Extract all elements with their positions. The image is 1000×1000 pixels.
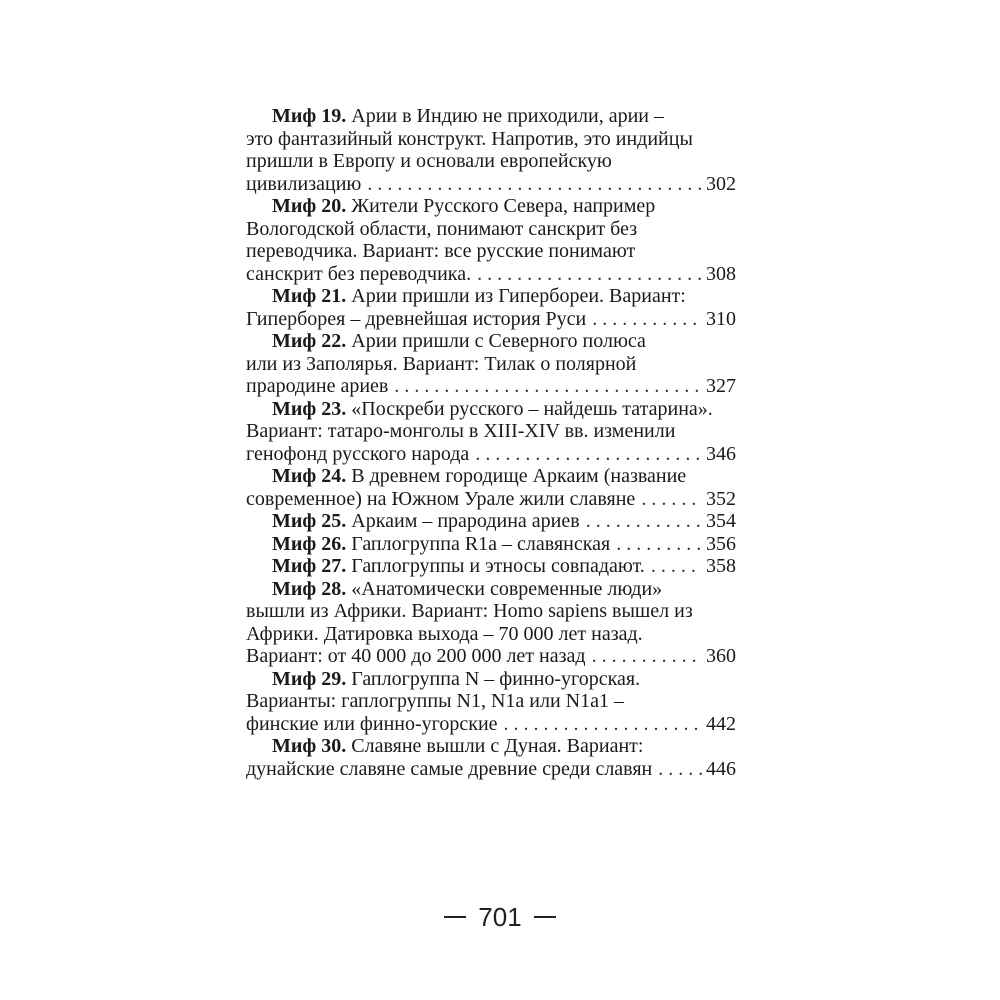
toc-entry-line: [246, 735, 736, 758]
toc-page-number: 327: [706, 375, 736, 397]
toc-page-number: 358: [706, 555, 736, 577]
toc-leader-dots: [658, 758, 702, 781]
toc-entry-label: Миф 21.: [272, 285, 347, 307]
toc-entry-text: вышли из Африки. Вариант: Homo sapiens вышел из: [246, 600, 693, 622]
toc-entry: [246, 398, 736, 466]
toc-leader-dots: [475, 443, 702, 466]
toc-leader-dots: [592, 645, 702, 668]
toc-entry: [246, 735, 736, 780]
toc-entry-line: [246, 533, 736, 556]
toc-entry-text: или из Заполярья. Вариант: Тилак о полярной: [246, 352, 637, 375]
toc-entry-label: Миф 25.: [272, 510, 347, 532]
toc-entry-text: это фантазийный конструкт. Напротив, это индийцы: [246, 127, 693, 150]
toc-entry-line: [246, 488, 736, 511]
toc-entry: [246, 285, 736, 330]
toc-entry-text: Гаплогруппа N – финно-угорская.: [351, 667, 641, 690]
toc-entry: [246, 510, 736, 533]
toc-page-number: 354: [706, 510, 736, 532]
toc-entry-line: [246, 128, 736, 151]
toc-entry-line: [246, 285, 736, 308]
toc-leader-dots: [651, 555, 702, 578]
toc-entry-text: современное) на Южном Урале жили славяне: [246, 487, 636, 510]
toc-entry-line: [246, 578, 736, 601]
toc-entry-line: [246, 195, 736, 218]
toc-entry: [246, 533, 736, 556]
toc-page-number: 352: [706, 487, 736, 510]
toc-entry-line: [246, 465, 736, 488]
toc-entry-label: Миф 29.: [272, 667, 347, 690]
toc-entry-line: [246, 375, 736, 398]
toc-entry-line: [246, 555, 736, 578]
toc-entry-line: [246, 398, 736, 421]
toc-page-number: 360: [706, 645, 736, 667]
toc-page-number: 310: [706, 307, 736, 330]
toc-entry-text: переводчика. Вариант: все русские понимают: [246, 240, 636, 262]
toc-entry-line: [246, 713, 736, 736]
toc-entry-line: [246, 105, 736, 128]
folio-dash-right: [534, 916, 556, 918]
toc-leader-dots: [641, 488, 702, 511]
toc-entry-line: [246, 173, 736, 196]
toc-entry-text: Арии пришли из Гипербореи. Вариант:: [351, 285, 686, 307]
toc-entry-text: Вологодской области, понимают санскрит без: [246, 217, 638, 240]
toc-entry: [246, 578, 736, 668]
toc-entry-line: [246, 353, 736, 376]
toc-entry-text: Аркаим – прародина ариев: [351, 510, 580, 532]
toc-entry-text: Арии пришли с Северного полюса: [351, 330, 646, 352]
toc-entry-line: [246, 240, 736, 263]
page-number-value: 701: [478, 901, 522, 932]
toc-leader-dots: [586, 510, 702, 533]
toc-entry-label: Миф 19.: [272, 105, 347, 127]
toc-leader-dots: [616, 533, 702, 556]
toc-page-number: 346: [706, 442, 736, 465]
toc-entry-text: Гаплогруппы и этносы совпадают.: [351, 555, 645, 577]
toc-page-number: 356: [706, 532, 736, 555]
toc-leader-dots: [477, 263, 702, 286]
toc-entry-text: Гаплогруппа R1a – славянская: [351, 532, 611, 555]
toc-entry-line: [246, 758, 736, 781]
toc-leader-dots: [592, 308, 702, 331]
toc-entry-line: [246, 150, 736, 173]
toc-entry-text: Гиперборея – древнейшая история Руси: [246, 307, 587, 330]
toc-entry-line: [246, 623, 736, 646]
toc-entry-line: [246, 218, 736, 241]
toc-entry-line: [246, 263, 736, 286]
toc-entry: [246, 668, 736, 736]
toc-entry-text: Славяне вышли с Дуная. Вариант:: [351, 735, 644, 757]
toc-entry-line: [246, 308, 736, 331]
toc-entry-line: [246, 690, 736, 713]
toc-entry-label: Миф 20.: [272, 195, 347, 217]
toc-entry-line: [246, 668, 736, 691]
toc-entry-text: «Поскреби русского – найдешь татарина».: [351, 397, 713, 420]
toc-entry-text: Африки. Датировка выхода – 70 000 лет назад.: [246, 622, 643, 645]
toc-entry-label: Миф 27.: [272, 555, 347, 577]
toc-entry: [246, 195, 736, 285]
toc-leader-dots: [504, 713, 702, 736]
toc-entry-line: [246, 510, 736, 533]
toc-entry-text: цивилизацию: [246, 172, 362, 195]
toc-leader-dots: [367, 173, 702, 196]
toc-entry-line: [246, 443, 736, 466]
toc-entry-line: [246, 330, 736, 353]
toc-entry: [246, 330, 736, 398]
toc-entry-text: Варианты: гаплогруппы N1, N1a или N1a1 –: [246, 690, 624, 712]
toc-entry-text: финские или финно-угорские: [246, 712, 498, 735]
toc-entry: [246, 555, 736, 578]
table-of-contents: [246, 105, 736, 780]
toc-entry-text: дунайские славяне самые древние среди славян: [246, 757, 653, 780]
toc-entry-label: Миф 30.: [272, 735, 347, 757]
folio-dash-left: [444, 916, 466, 918]
toc-entry-text: «Анатомически современные люди»: [351, 577, 663, 600]
toc-leader-dots: [394, 375, 702, 398]
toc-entry-text: Вариант: от 40 000 до 200 000 лет назад: [246, 645, 586, 667]
toc-entry-text: В древнем городище Аркаим (название: [351, 465, 687, 487]
toc-entry: [246, 105, 736, 195]
toc-entry-label: Миф 23.: [272, 397, 347, 420]
toc-page-number: 308: [706, 262, 736, 285]
toc-entry-line: [246, 645, 736, 668]
toc-page-number: 442: [706, 712, 736, 735]
toc-entry-text: санскрит без переводчика.: [246, 262, 472, 285]
toc-entry-label: Миф 24.: [272, 465, 347, 487]
toc-page-number: 446: [706, 757, 736, 780]
toc-page-number: 302: [706, 172, 736, 195]
toc-entry-text: генофонд русского народа: [246, 442, 470, 465]
toc-entry-text: Вариант: татаро-монголы в XIII-XIV вв. изменили: [246, 420, 676, 442]
toc-entry-line: [246, 420, 736, 443]
toc-entry: [246, 465, 736, 510]
toc-entry-label: Миф 26.: [272, 532, 347, 555]
toc-entry-text: Жители Русского Севера, например: [351, 195, 656, 217]
toc-entry-text: Арии в Индию не приходили, арии –: [351, 105, 665, 127]
page-number: [0, 900, 1000, 933]
toc-entry-line: [246, 600, 736, 623]
toc-entry-label: Миф 22.: [272, 330, 347, 352]
toc-entry-text: пришли в Европу и основали европейскую: [246, 150, 612, 172]
toc-entry-text: прародине ариев: [246, 375, 389, 397]
toc-entry-label: Миф 28.: [272, 577, 347, 600]
